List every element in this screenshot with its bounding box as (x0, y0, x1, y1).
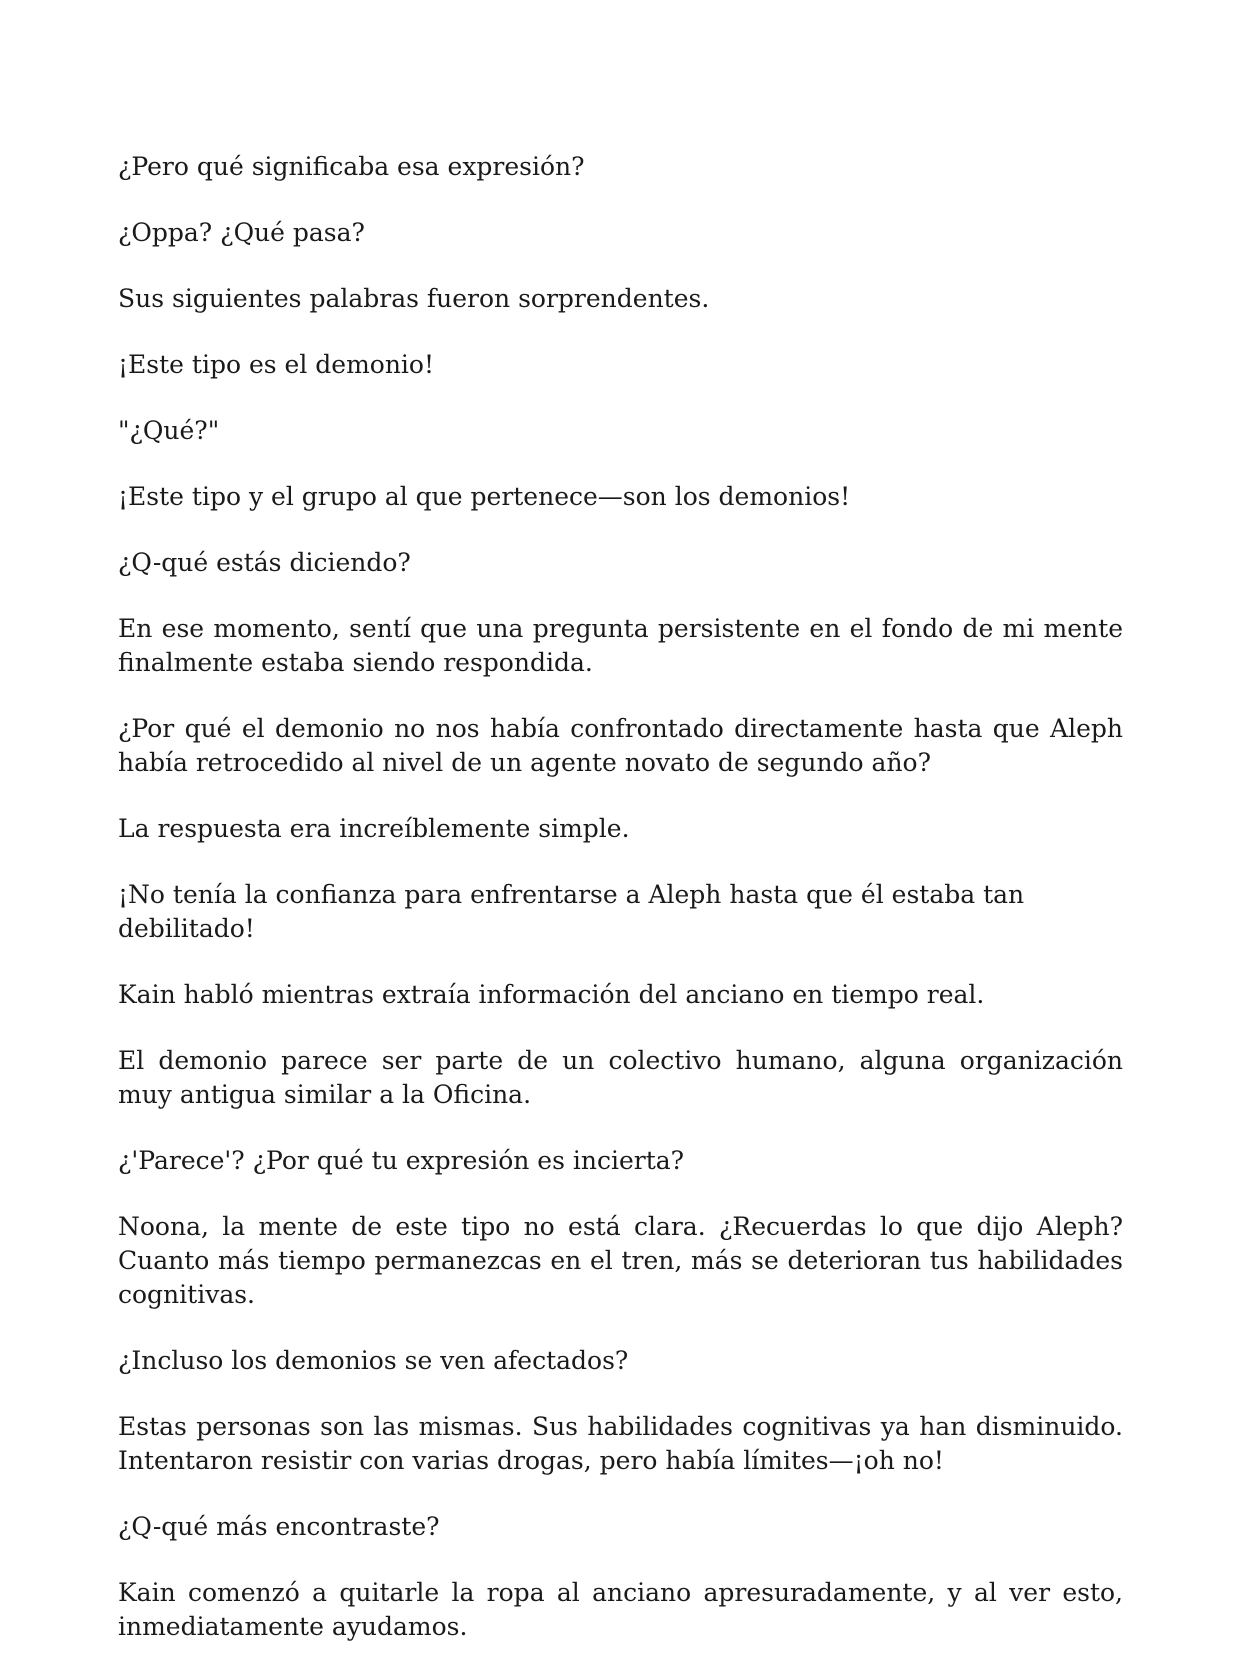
paragraph: Noona, la mente de este tipo no está clara. ¿Recuerdas lo que dijo Aleph? Cuanto más tiempo permanezcas en el tren, más se deterioran tus habilidades cognitivas. (118, 1212, 1123, 1309)
paragraph: ¿Q-qué más encontraste? (118, 1512, 440, 1541)
paragraph: Sus siguientes palabras fueron sorprendentes. (118, 284, 710, 313)
paragraph: Kain habló mientras extraía información del anciano en tiempo real. (118, 980, 985, 1009)
paragraph: ¿Pero qué significaba esa expresión? (118, 152, 585, 181)
paragraph: La respuesta era increíblemente simple. (118, 814, 630, 843)
paragraph: El demonio parece ser parte de un colectivo humano, alguna organización muy antigua similar a la Oficina. (118, 1046, 1123, 1109)
document-body (118, 150, 1123, 1676)
paragraph: ¿Incluso los demonios se ven afectados? (118, 1346, 629, 1375)
paragraph: ¿Oppa? ¿Qué pasa? (118, 218, 365, 247)
paragraph: ¡No tenía la confianza para enfrentarse a Aleph hasta que él estaba tan debilitado! (118, 880, 1025, 943)
paragraph: En ese momento, sentí que una pregunta persistente en el fondo de mi mente finalmente estaba siendo respondida. (118, 614, 1123, 677)
paragraph: ¡Este tipo es el demonio! (118, 350, 435, 379)
paragraph: "¿Qué?" (118, 416, 220, 445)
paragraph: ¿Por qué el demonio no nos había confrontado directamente hasta que Aleph había retrocedido al nivel de un agente novato de segundo año? (118, 714, 1123, 777)
paragraph: ¿Q-qué estás diciendo? (118, 548, 411, 577)
paragraph: ¿'Parece'? ¿Por qué tu expresión es incierta? (118, 1146, 685, 1175)
paragraph: Estas personas son las mismas. Sus habilidades cognitivas ya han disminuido. Intentaron resistir con varias drogas, pero había límites—¡oh no! (118, 1412, 1123, 1475)
paragraph: ¡Este tipo y el grupo al que pertenece—son los demonios! (118, 482, 851, 511)
paragraph: Kain comenzó a quitarle la ropa al anciano apresuradamente, y al ver esto, inmediatamente ayudamos. (118, 1578, 1123, 1641)
